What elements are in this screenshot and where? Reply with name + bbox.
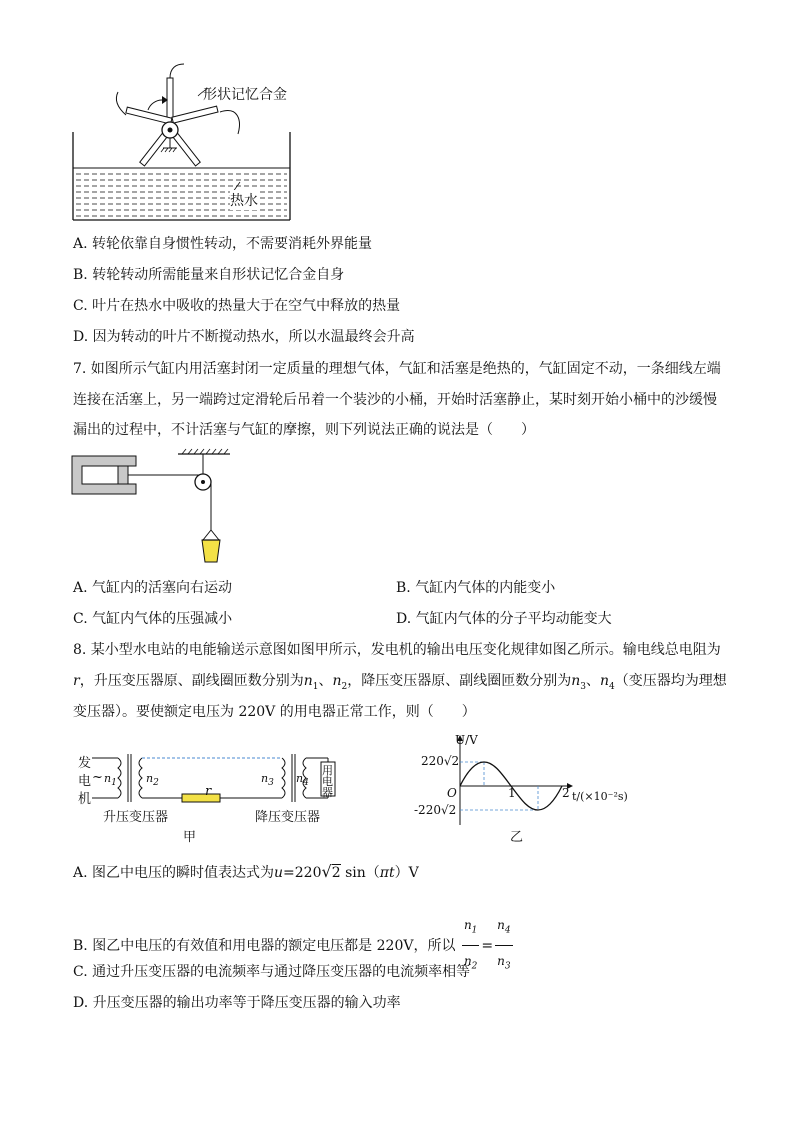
step-up-transformer-label: 升压变压器 (103, 810, 169, 825)
x-tick-1: 1 (508, 786, 516, 800)
appliance-label-1: 用 (322, 764, 333, 777)
step-down-transformer-label: 降压变压器 (255, 810, 321, 825)
fraction-n4-n3: $\frac{n_4}{n_3}$ (495, 910, 512, 982)
fraction-n1-n2: $\frac{n_1}{n_2}$ (462, 910, 479, 982)
q6-option-c: C. 叶片在热水中吸收的热量大于在空气中释放的热量 (73, 298, 401, 314)
appliance-label-3: 器 (322, 786, 333, 799)
q7-stem-line2: 连接在活塞上，另一端跨过定滑轮后吊着一个装沙的小桶，开始时活塞静止，某时刻开始小桶中的沙缓慢 (73, 392, 717, 408)
ac-symbol: ~ (92, 770, 103, 785)
n4-label: $n_4$ (296, 772, 309, 789)
y-max-tick: 220√2 (421, 754, 460, 768)
x-tick-2: 2 (562, 786, 570, 800)
q8-option-b: B. 图乙中电压的有效值和用电器的额定电压都是 220V，所以 $\frac{n_1}{n_2}$ = $\frac{n_4}{n_3}$ (73, 910, 515, 982)
x-axis-label: t/(×10⁻²s) (572, 790, 628, 803)
q8-stem-line1: 8. 某小型水电站的电能输送示意图如图甲所示，发电机的输出电压变化规律如图乙所示。输电线总电阻为 (73, 642, 721, 658)
n1-label: $n_1$ (104, 772, 117, 789)
n3-label: $n_3$ (261, 772, 274, 789)
q6-option-b: B. 转轮转动所需能量来自形状记忆合金自身 (73, 267, 345, 283)
q8-option-c: C. 通过升压变压器的电流频率与通过降压变压器的电流频率相等 (73, 964, 471, 980)
y-min-tick: -220√2 (414, 803, 457, 817)
q7-option-a: A. 气缸内的活塞向右运动 (73, 580, 233, 596)
q7-option-c: C. 气缸内气体的压强减小 (73, 611, 233, 627)
appliance-label-2: 电 (322, 775, 333, 788)
resistor-label: r (205, 784, 212, 799)
n2-label: $n_2$ (146, 772, 159, 789)
q8-option-a: A. 图乙中电压的瞬时值表达式为u=220√2 sin（πt）V (73, 862, 419, 881)
q8-stem-line2: r，升压变压器原、副线圈匝数分别为$n_1$、$n_2$，降压变压器原、副线圈匝数分别为$n_3$、$n_4$（变压器均为理想 (73, 673, 727, 692)
q6-option-d: D. 因为转动的叶片不断搅动热水，所以水温最终会升高 (73, 329, 415, 345)
origin-label: O (447, 786, 457, 800)
q8-stem-line3: 变压器）。要使额定电压为 220V 的用电器正常工作，则（ ） (73, 704, 476, 720)
generator-label-2: 电 (78, 774, 92, 789)
label-alloy: 形状记忆合金 (203, 87, 287, 103)
q7-option-b: B. 气缸内气体的内能变小 (396, 580, 556, 596)
generator-label-1: 发 (78, 756, 92, 771)
q7-option-d: D. 气缸内气体的分子平均动能变大 (396, 611, 612, 627)
q6-option-a: A. 转轮依靠自身惯性转动，不需要消耗外界能量 (73, 236, 373, 252)
cylinder-pulley-figure (70, 448, 240, 568)
q7-stem-line3: 漏出的过程中，不计活塞与气缸的摩擦，则下列说法正确的说法是（ ） (73, 422, 535, 438)
y-axis-label: U/V (455, 733, 478, 747)
q8-option-d: D. 升压变压器的输出功率等于降压变压器的输入功率 (73, 995, 401, 1011)
q7-stem-line1: 7. 如图所示气缸内用活塞封闭一定质量的理想气体，气缸和活塞是绝热的，气缸固定不动，一条细线左端 (73, 361, 721, 377)
generator-label-3: 机 (78, 792, 92, 807)
figure-yi-caption: 乙 (510, 830, 524, 845)
label-hot-water: 热水 (230, 190, 258, 210)
figure-jia-caption: 甲 (183, 830, 197, 845)
